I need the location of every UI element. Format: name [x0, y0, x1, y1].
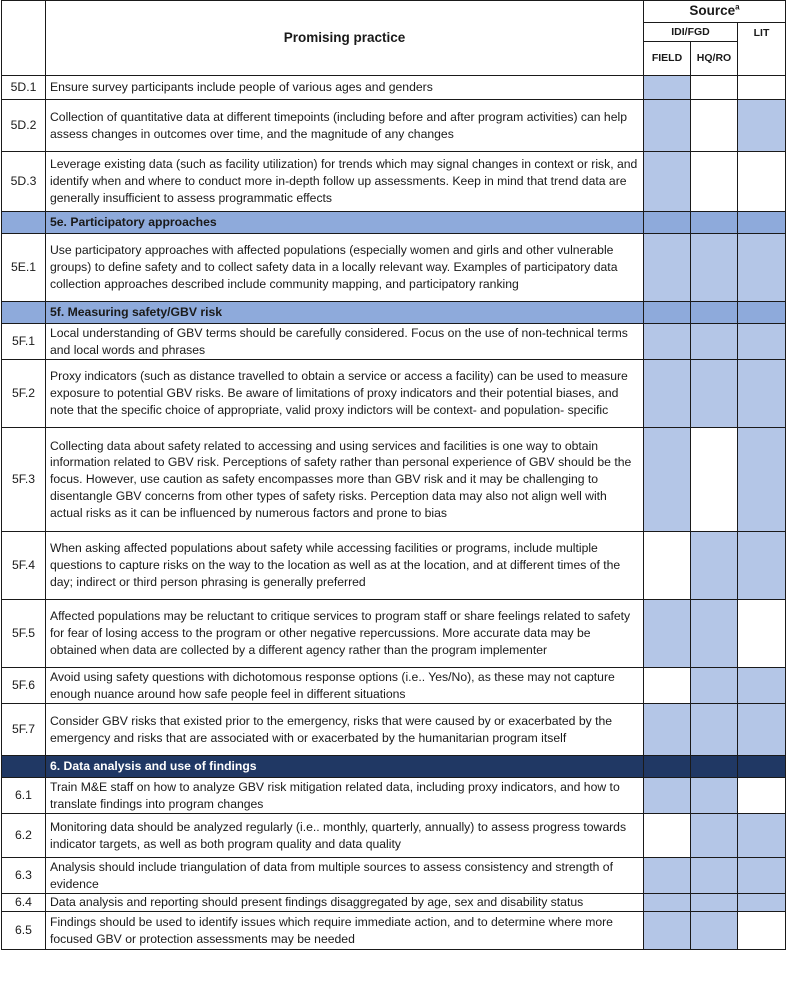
- practice-text: Collecting data about safety related to accessing and using services and facilities is one way to obtain information related to GBV risk. Perceptions of safety rather than personal experience of GBV should be the focus. However, use caution as safety encompasses more than GBV risk and it may be challenging to disentangle GBV concerns from other types of safety risks. Perception data may also not align well with actual risks as it can be influenced by numerous factors and prone to bias: [46, 428, 644, 532]
- source-field-cell: [644, 778, 691, 814]
- source-field-cell: [644, 704, 691, 756]
- practice-id: 5D.1: [2, 76, 46, 100]
- source-hq-ro-cell: [691, 100, 738, 152]
- table-row: [2, 858, 786, 894]
- practice-text: Findings should be used to identify issues which require immediate action, and to determine where more focused GBV or protection assessments may be needed: [46, 912, 644, 950]
- practices-body: [2, 76, 786, 950]
- section-source-cell: [644, 302, 691, 324]
- practice-id: 6.2: [2, 814, 46, 858]
- practice-id: 6.4: [2, 894, 46, 912]
- source-hq-ro-cell: [691, 532, 738, 600]
- section-id-cell: [2, 756, 46, 778]
- practice-id: 6.5: [2, 912, 46, 950]
- source-hq-ro-cell: [691, 360, 738, 428]
- source-hq-ro-cell: [691, 76, 738, 100]
- source-hq-ro-cell: [691, 234, 738, 302]
- source-field-cell: [644, 324, 691, 360]
- table-row: [2, 360, 786, 428]
- practice-id: 5F.1: [2, 324, 46, 360]
- source-hq-ro-cell: [691, 668, 738, 704]
- source-lit-cell: [738, 894, 786, 912]
- header-field: FIELD: [644, 42, 691, 76]
- practice-text: Leverage existing data (such as facility utilization) for trends which may signal changes in context or risk, and identify when and where to conduct more in-depth follow up assessments. Keep in mind that trend data are generally insufficient to assess programmatic effects: [46, 152, 644, 212]
- source-lit-cell: [738, 76, 786, 100]
- source-lit-cell: [738, 360, 786, 428]
- practice-text: Avoid using safety questions with dichotomous response options (i.e.. Yes/No), as these may not capture enough nuance around how safe people feel in different situations: [46, 668, 644, 704]
- table-row: [2, 100, 786, 152]
- practice-text: Monitoring data should be analyzed regularly (i.e.. monthly, quarterly, annually) to assess progress towards indicator targets, as well as both program quality and data quality: [46, 814, 644, 858]
- section-id-cell: [2, 302, 46, 324]
- practices-table: [1, 0, 786, 950]
- source-lit-cell: [738, 912, 786, 950]
- source-lit-cell: [738, 858, 786, 894]
- source-lit-cell: [738, 814, 786, 858]
- practice-id: 5F.4: [2, 532, 46, 600]
- table-row: [2, 324, 786, 360]
- source-lit-cell: [738, 668, 786, 704]
- header-id-cell: [2, 1, 46, 76]
- section-source-cell: [691, 302, 738, 324]
- source-lit-cell: [738, 532, 786, 600]
- source-hq-ro-cell: [691, 704, 738, 756]
- source-hq-ro-cell: [691, 814, 738, 858]
- table-row: [2, 600, 786, 668]
- practice-id: 5F.3: [2, 428, 46, 532]
- section-source-cell: [691, 212, 738, 234]
- source-field-cell: [644, 234, 691, 302]
- source-hq-ro-cell: [691, 858, 738, 894]
- table-row: [2, 234, 786, 302]
- practice-text: Collection of quantitative data at different timepoints (including before and after program activities) can help assess changes in outcomes over time, and the magnitude of any changes: [46, 100, 644, 152]
- practice-text: Analysis should include triangulation of data from multiple sources to assess consistency and strength of evidence: [46, 858, 644, 894]
- practice-id: 5F.6: [2, 668, 46, 704]
- source-field-cell: [644, 152, 691, 212]
- source-field-cell: [644, 858, 691, 894]
- practice-id: 5D.3: [2, 152, 46, 212]
- practice-id: 5D.2: [2, 100, 46, 152]
- header-source-superscript: a: [735, 2, 740, 12]
- practice-id: 5F.2: [2, 360, 46, 428]
- practice-text: When asking affected populations about safety while accessing facilities or programs, include multiple questions to capture risks on the way to the location as well as at the location, and at different times of the day; indirect or third person phrasing is generally preferred: [46, 532, 644, 600]
- source-hq-ro-cell: [691, 778, 738, 814]
- section-source-cell: [644, 212, 691, 234]
- practice-text: Proxy indicators (such as distance travelled to obtain a service or access a facility) can be used to measure exposure to potential GBV risks. Be aware of limitations of proxy indicators and their potential biases, and note that the specific choice of appropriate, valid proxy indictors will be context- and population- specific: [46, 360, 644, 428]
- practice-id: 5E.1: [2, 234, 46, 302]
- header-lit: LIT: [738, 23, 786, 76]
- source-field-cell: [644, 532, 691, 600]
- practice-text: Train M&E staff on how to analyze GBV risk mitigation related data, including proxy indicators, and how to translate findings into program changes: [46, 778, 644, 814]
- header-source: [644, 1, 786, 23]
- practice-text: Local understanding of GBV terms should be carefully considered. Focus on the use of non-technical terms and local words and phrases: [46, 324, 644, 360]
- practice-text: Data analysis and reporting should present findings disaggregated by age, sex and disability status: [46, 894, 644, 912]
- table-row: [2, 668, 786, 704]
- table-row: [2, 704, 786, 756]
- source-lit-cell: [738, 428, 786, 532]
- section-header-row: [2, 302, 786, 324]
- table-row: [2, 428, 786, 532]
- source-hq-ro-cell: [691, 894, 738, 912]
- source-field-cell: [644, 668, 691, 704]
- source-field-cell: [644, 912, 691, 950]
- header-source-label: Source: [689, 3, 736, 19]
- section-source-cell: [738, 302, 786, 324]
- header-idi-fgd: IDI/FGD: [644, 23, 738, 42]
- section-title: 5e. Participatory approaches: [46, 212, 644, 234]
- source-field-cell: [644, 600, 691, 668]
- practice-text: Ensure survey participants include people of various ages and genders: [46, 76, 644, 100]
- source-lit-cell: [738, 234, 786, 302]
- practice-id: 6.3: [2, 858, 46, 894]
- table-row: [2, 894, 786, 912]
- source-lit-cell: [738, 324, 786, 360]
- practice-id: 5F.7: [2, 704, 46, 756]
- section-source-cell: [691, 756, 738, 778]
- header-hq-ro: HQ/RO: [691, 42, 738, 76]
- section-header-row: [2, 756, 786, 778]
- section-header-row: [2, 212, 786, 234]
- source-field-cell: [644, 360, 691, 428]
- source-field-cell: [644, 894, 691, 912]
- source-lit-cell: [738, 704, 786, 756]
- source-lit-cell: [738, 600, 786, 668]
- section-id-cell: [2, 212, 46, 234]
- practice-id: 6.1: [2, 778, 46, 814]
- section-source-cell: [738, 212, 786, 234]
- source-lit-cell: [738, 152, 786, 212]
- source-hq-ro-cell: [691, 152, 738, 212]
- section-title: 5f. Measuring safety/GBV risk: [46, 302, 644, 324]
- source-hq-ro-cell: [691, 912, 738, 950]
- table-row: [2, 152, 786, 212]
- source-lit-cell: [738, 778, 786, 814]
- table-row: [2, 778, 786, 814]
- source-field-cell: [644, 100, 691, 152]
- table-row: [2, 76, 786, 100]
- source-field-cell: [644, 814, 691, 858]
- practice-text: Affected populations may be reluctant to critique services to program staff or share feelings related to safety for fear of losing access to the program or other negative repercussions. More accurate data may be obtained when data are collected by a different agency rather than the program implementer: [46, 600, 644, 668]
- section-source-cell: [738, 756, 786, 778]
- source-field-cell: [644, 428, 691, 532]
- table-row: [2, 532, 786, 600]
- section-source-cell: [644, 756, 691, 778]
- table-row: [2, 814, 786, 858]
- header-promising-practice: Promising practice: [46, 1, 644, 76]
- table-row: [2, 912, 786, 950]
- practice-text: Consider GBV risks that existed prior to the emergency, risks that were caused by or exacerbated by the emergency and risks that are associated with or exacerbated by the humanitarian program itself: [46, 704, 644, 756]
- practice-id: 5F.5: [2, 600, 46, 668]
- source-hq-ro-cell: [691, 324, 738, 360]
- section-title: 6. Data analysis and use of findings: [46, 756, 644, 778]
- source-hq-ro-cell: [691, 600, 738, 668]
- practice-text: Use participatory approaches with affected populations (especially women and girls and other vulnerable groups) to define safety and to collect safety data in a locally relevant way. Examples of participatory data collection approaches described include community mapping, and participatory ranking: [46, 234, 644, 302]
- source-hq-ro-cell: [691, 428, 738, 532]
- source-field-cell: [644, 76, 691, 100]
- source-lit-cell: [738, 100, 786, 152]
